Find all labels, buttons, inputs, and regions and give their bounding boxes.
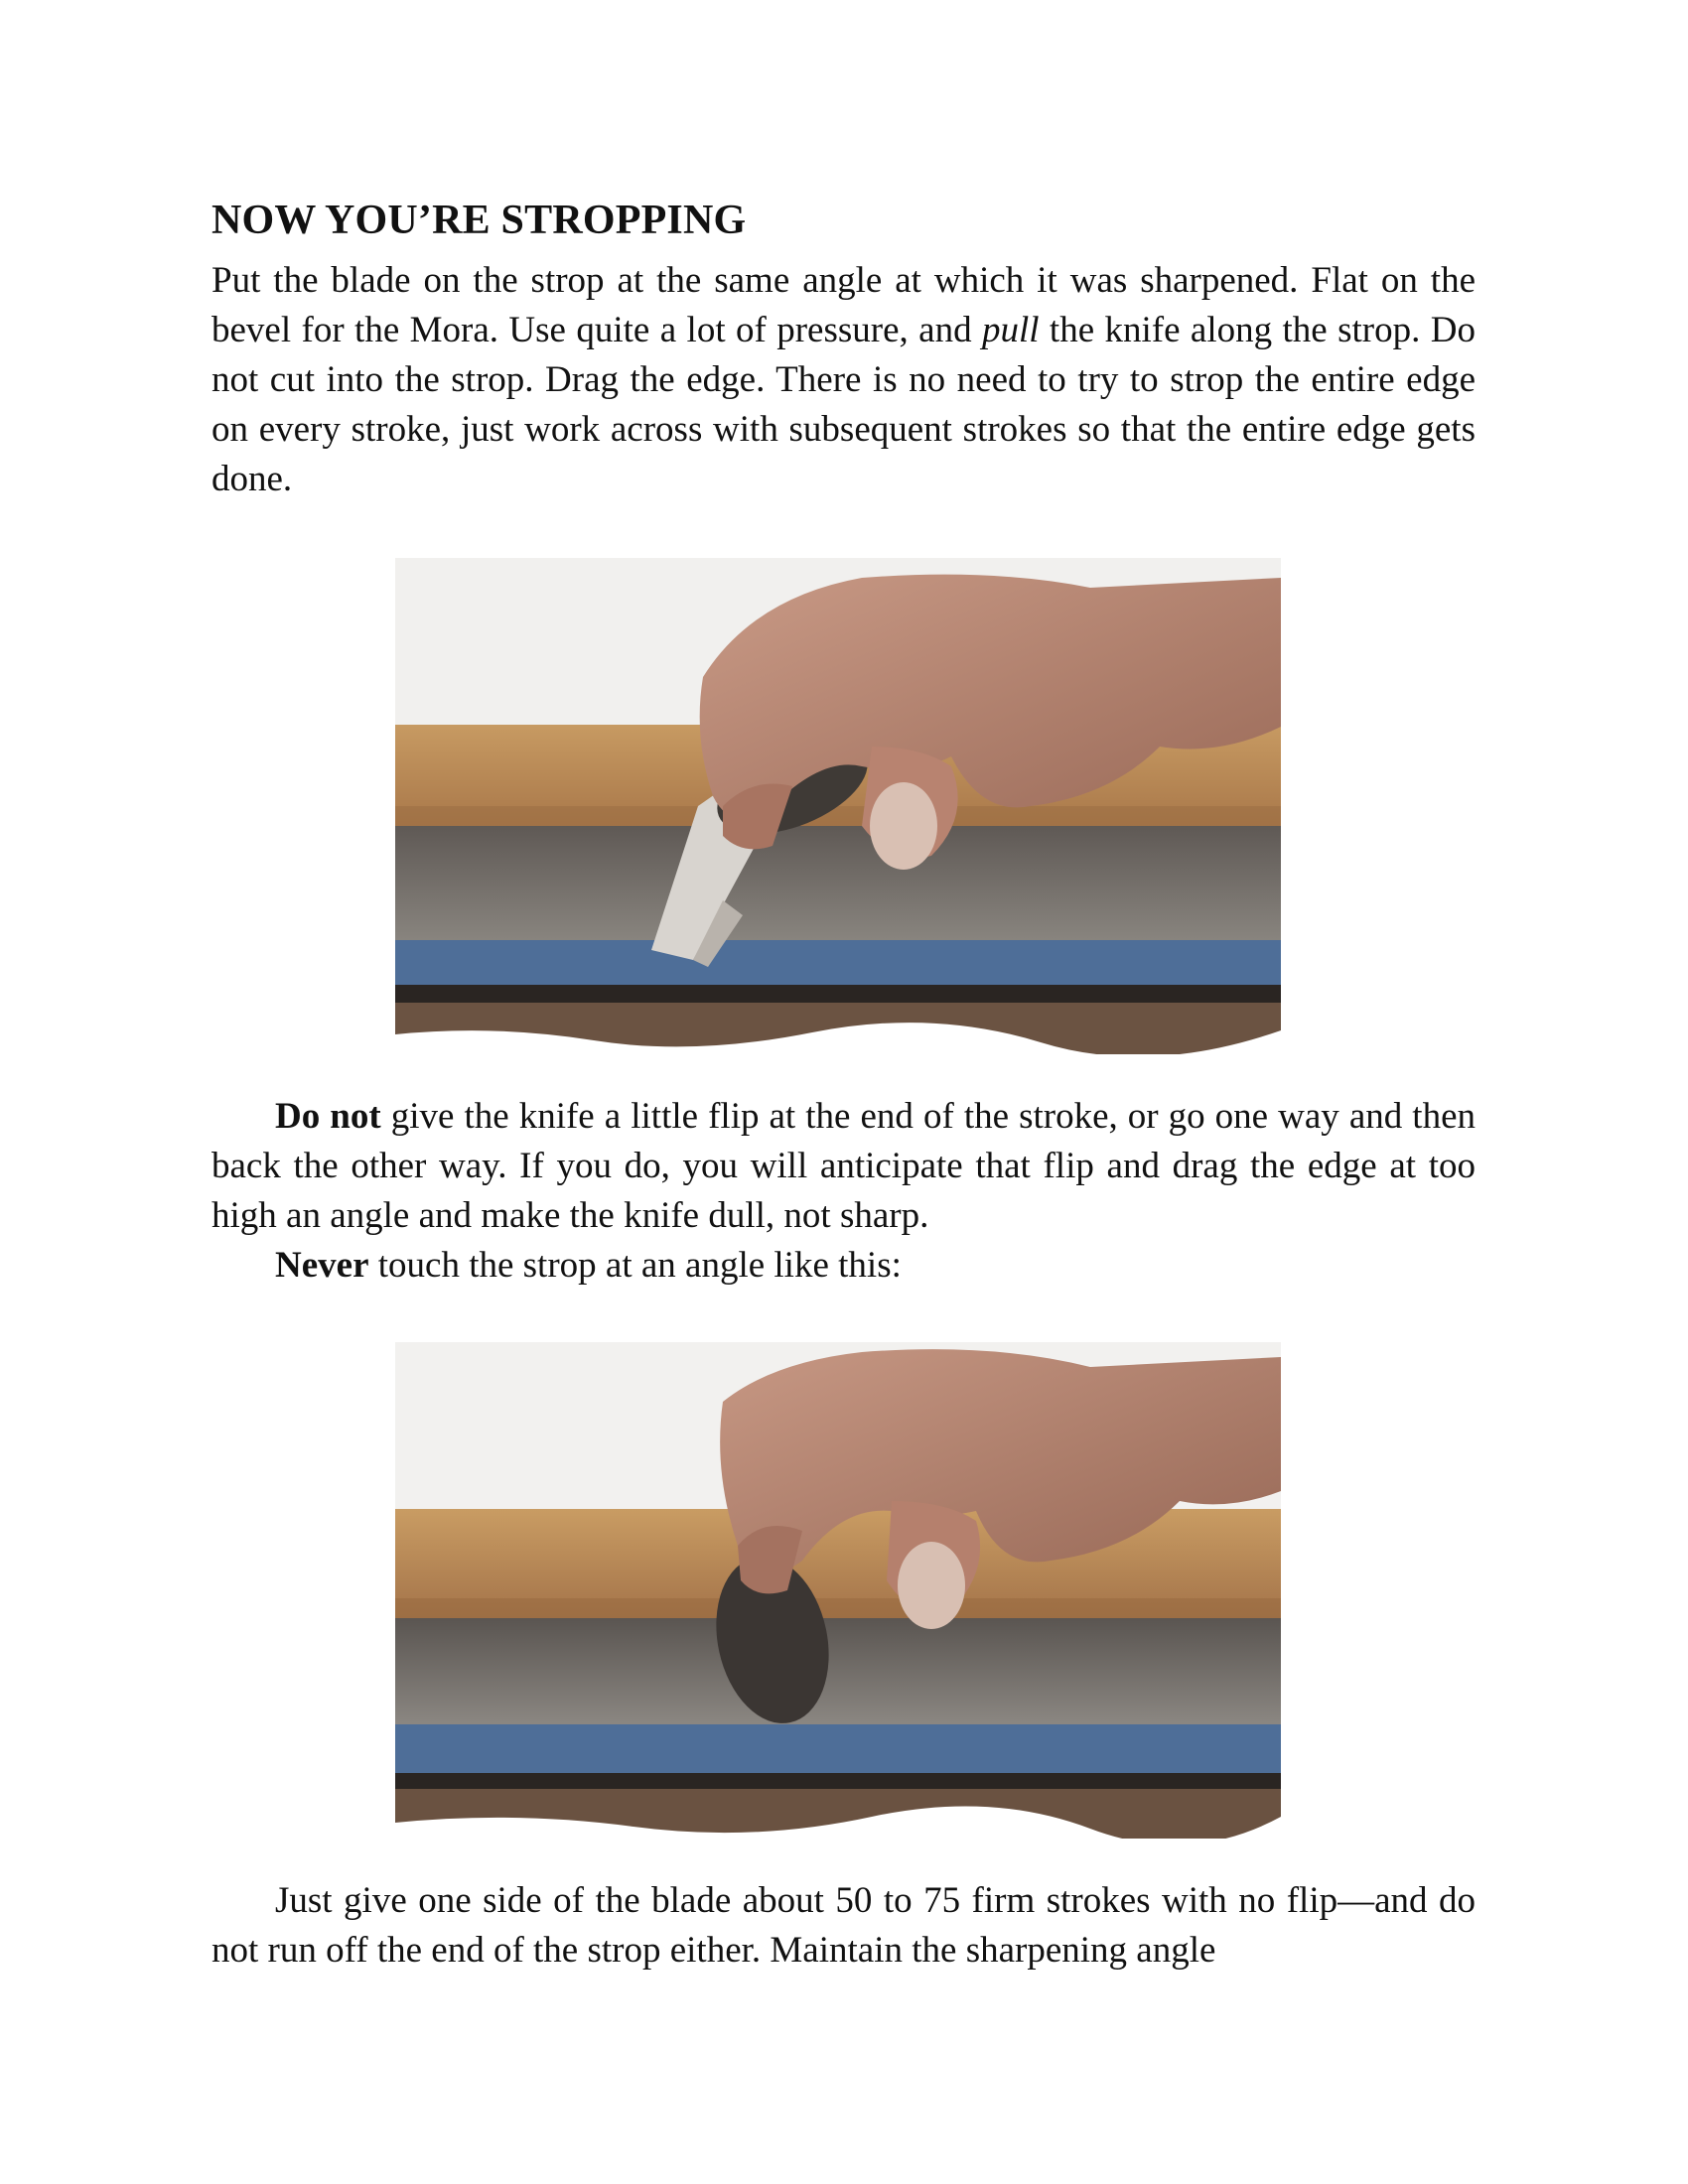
intro-text-before: Put the blade on the strop at the same angle at which it was sharpened. Flat on the bevel for the Mora. Use quite a lot of pressure, and bbox=[211, 260, 1476, 350]
hand-stropping-knife-flat-photo bbox=[395, 558, 1281, 1054]
paragraph-intro bbox=[211, 256, 1476, 504]
do-not-text: give the knife a little flip at the end of the stroke, or go one way and then back the other way. If you do, you will anticipate that flip and drag the edge at too high an angle and make the knife dull, not sharp. bbox=[211, 1096, 1476, 1236]
do-not-bold: Do not bbox=[275, 1096, 381, 1137]
do-not-paragraph bbox=[211, 1092, 1476, 1241]
incorrect-stropping-photo bbox=[395, 1342, 1281, 1839]
page-title: NOW YOU’RE STROPPING bbox=[211, 198, 747, 243]
correct-stropping-photo bbox=[395, 558, 1281, 1054]
final-paragraph: Just give one side of the blade about 50 to 75 firm strokes with no flip—and do not run off the end of the strop either. Maintain the sharpening angle bbox=[211, 1880, 1476, 1971]
paragraph-final bbox=[211, 1876, 1476, 1976]
intro-emphasis: pull bbox=[981, 310, 1040, 350]
never-text: touch the strop at an angle like this: bbox=[368, 1245, 902, 1286]
never-paragraph bbox=[211, 1241, 1476, 1291]
never-bold: Never bbox=[275, 1245, 369, 1286]
hand-stropping-knife-steep-photo bbox=[395, 1342, 1281, 1839]
paragraph-do-not bbox=[211, 1092, 1476, 1291]
intro-text-after: the knife along the strop. Do not cut into the strop. Drag the edge. There is no need to try to strop the entire edge on every stroke, just work across with subsequent strokes so that the entire edge gets done. bbox=[211, 310, 1476, 499]
